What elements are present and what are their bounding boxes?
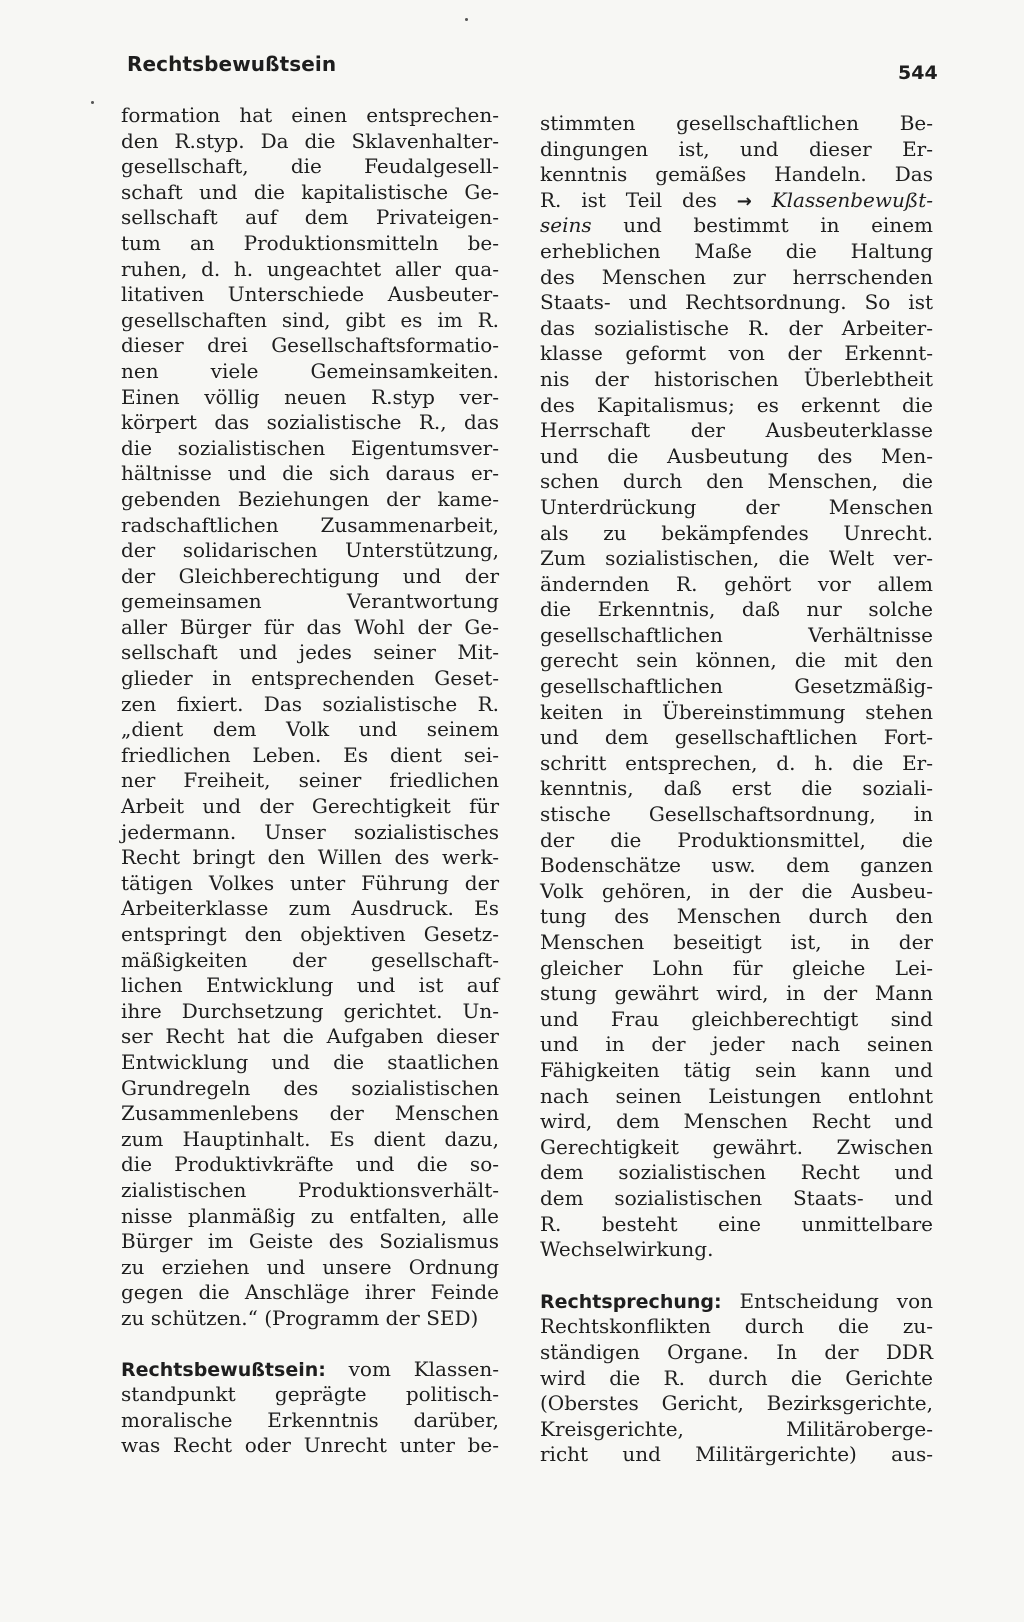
text-line: ner Freiheit, seiner friedlichen (121, 768, 499, 793)
text-line: tung des Menschen durch den (540, 904, 933, 929)
text-line: als zu bekämpfendes Unrecht. (540, 520, 933, 545)
text-line: Arbeiterklasse zum Ausdruck. Es (121, 896, 499, 921)
text-line: Herrschaft der Ausbeuterklasse (540, 418, 933, 443)
text-line: der die Produktionsmittel, die (540, 827, 933, 852)
text-line: dingungen ist, und dieser Er- (540, 136, 933, 161)
text-line: kenntnis gemäßes Handeln. Das (540, 162, 933, 187)
text-line: das sozialistische R. der Arbeiter- (540, 315, 933, 340)
text-line: dem sozialistischen Recht und (540, 1160, 933, 1185)
text-line: gesellschaftlichen Gesetzmäßig- (540, 674, 933, 699)
text-line: erheblichen Maße die Haltung (540, 238, 933, 263)
text-line: und dem gesellschaftlichen Fort- (540, 725, 933, 750)
text-line: den R.styp. Da die Sklavenhalter- (121, 128, 499, 153)
text-line: zum Hauptinhalt. Es dient dazu, (121, 1126, 499, 1151)
text-line: Menschen beseitigt ist, in der (540, 930, 933, 954)
text-line: Unterdrückung der Menschen (540, 494, 933, 519)
text-line: ständigen Organe. In der DDR (540, 1339, 933, 1364)
text-line: formation hat einen entsprechen- (121, 103, 499, 127)
text-line: ruhen, d. h. ungeachtet aller qua- (121, 256, 499, 281)
text-line: wird, dem Menschen Recht und (540, 1109, 933, 1134)
text-line: was Recht oder Unrecht unter be- (121, 1433, 499, 1458)
text-line: lichen Entwicklung und ist auf (121, 973, 499, 998)
text-line: gesellschaften sind, gibt es im R. (121, 307, 499, 332)
text-line: Zum sozialistischen, die Welt ver- (540, 546, 933, 571)
text-fragment: und bestimmt in einem (591, 213, 933, 238)
text-line: schritt entsprechen, d. h. die Er- (540, 750, 933, 775)
text-line: und Frau gleichberechtigt sind (540, 1006, 933, 1031)
text-line: gegen die Anschläge ihrer Feinde (121, 1280, 499, 1305)
print-speck (91, 101, 94, 104)
text-line: R. besteht eine unmittelbare (540, 1211, 933, 1236)
entry-definition-start: vom Klassen- (325, 1356, 499, 1381)
text-line: Volk gehören, in der die Ausbeu- (540, 878, 933, 903)
text-line: die Erkenntnis, daß nur solche (540, 597, 933, 622)
text-line: ser Recht hat die Aufgaben dieser (121, 1024, 499, 1049)
print-speck (465, 18, 468, 21)
entry-continuation-paragraph (540, 111, 933, 1263)
text-line: kenntnis, daß erst die soziali- (540, 776, 933, 801)
text-line: Wechselwirkung. (540, 1237, 714, 1262)
text-line: nach seinen Leistungen entlohnt (540, 1083, 933, 1108)
text-line: schen durch den Menschen, die (540, 469, 933, 494)
text-line: zen fixiert. Das sozialistische R. (121, 691, 499, 716)
text-line: Kreisgerichte, Militärobergе- (540, 1416, 933, 1441)
text-line: Gerechtigkeit gewährt. Zwischen (540, 1134, 933, 1159)
text-line: (Oberstes Gericht, Bezirksgerichte, (540, 1391, 933, 1416)
text-line: zu erziehen und unsere Ordnung (121, 1254, 499, 1279)
text-line: der Gleichberechtigung und der (121, 563, 499, 588)
text-line: dem sozialistischen Staats- und (540, 1185, 933, 1210)
cross-reference-link[interactable]: Klassenbewußt- (751, 187, 933, 212)
text-line: Rechtskonflikten durch die zu- (540, 1314, 933, 1339)
page-number: 544 (898, 62, 938, 84)
entry-continuation-paragraph (121, 103, 499, 1332)
text-line: Staats- und Rechtsordnung. So ist (540, 290, 933, 315)
text-line: gesellschaft, die Feudalgesell- (121, 154, 499, 179)
text-line: wird die R. durch die Gerichte (540, 1365, 933, 1390)
text-line: gerecht sein können, die mit den (540, 648, 933, 673)
text-line: Zusammenlebens der Menschen (121, 1101, 499, 1126)
text-line: keiten in Übereinstimmung stehen (540, 699, 933, 724)
text-line: nisse planmäßig zu entfalten, alle (121, 1203, 499, 1228)
text-line: klasse geformt von der Erkennt- (540, 341, 933, 366)
text-line: litativen Unterschiede Ausbeuter- (121, 282, 499, 307)
text-line: Recht bringt den Willen des werk- (121, 845, 499, 870)
text-line: die Produktivkräfte und die so- (121, 1152, 499, 1177)
text-line: glieder in entsprechenden Geset- (121, 666, 499, 691)
cross-reference-arrow-icon: → (736, 190, 752, 212)
text-line: moralische Erkenntnis darüber, (121, 1407, 499, 1432)
entry-headword: Rechtsprechung: (540, 1290, 722, 1313)
text-line: ändernden R. gehört vor allem (540, 571, 933, 596)
text-line: stische Gesellschaftsordnung, in (540, 802, 933, 827)
text-line: und die Ausbeutung des Men- (540, 443, 933, 468)
left-column (121, 103, 499, 1459)
text-line: gleicher Lohn für gleiche Lei- (540, 955, 933, 980)
text-line: stimmten gesellschaftlichen Be- (540, 111, 933, 135)
text-line: Bürger im Geiste des Sozialismus (121, 1229, 499, 1254)
text-line: Fähigkeiten tätig sein kann und (540, 1057, 933, 1082)
text-line: entspringt den objektiven Gesetz- (121, 922, 499, 946)
text-line: ihre Durchsetzung gerichtet. Un- (121, 998, 499, 1023)
text-line: schaft und die kapitalistische Ge- (121, 179, 499, 204)
text-line: richt und Militärgerichte) aus- (540, 1442, 933, 1467)
text-line: stung gewährt wird, in der Mann (540, 981, 933, 1006)
text-line: gebenden Beziehungen der kame- (121, 486, 499, 511)
text-line: gesellschaftlichen Verhältnisse (540, 622, 933, 647)
text-line: sellschaft und jedes seiner Mit- (121, 640, 499, 665)
text-line: Arbeit und der Gerechtigkeit für (121, 794, 499, 819)
cross-reference-link[interactable]: seins (540, 213, 592, 238)
text-line: aller Bürger für das Wohl der Ge- (121, 614, 499, 639)
text-line: des Menschen zur herrschenden (540, 264, 933, 289)
text-line: zialistischen Produktionsverhält- (121, 1177, 499, 1202)
text-fragment: R. ist Teil des (540, 187, 737, 212)
text-line: zu schützen.“ (Programm der SED) (121, 1305, 479, 1330)
dictionary-entry-rechtsprechung (540, 1289, 933, 1468)
text-line: „dient dem Volk und seinem (121, 717, 499, 742)
text-line: Grundregeln des sozialistischen (121, 1075, 499, 1100)
text-line: gemeinsamen Verantwortung (121, 589, 499, 614)
text-line: der solidarischen Unterstützung, (121, 538, 499, 563)
text-line: tätigen Volkes unter Führung der (121, 870, 499, 895)
text-line: standpunkt geprägte politisch- (121, 1382, 499, 1407)
text-line: radschaftlichen Zusammenarbeit, (121, 512, 499, 537)
dictionary-entry-rechtsbewusstsein (121, 1357, 499, 1459)
text-line: körpert das sozialistische R., das (121, 410, 499, 435)
text-line: die sozialistischen Eigentumsver- (121, 435, 499, 460)
text-line: friedlichen Leben. Es dient sei- (121, 742, 499, 767)
text-line: sellschaft auf dem Privateigen- (121, 205, 499, 230)
entry-headword: Rechtsbewußtsein: (121, 1358, 326, 1381)
text-line: Entwicklung und die staatlichen (121, 1049, 499, 1074)
text-line: jedermann. Unser sozialistisches (121, 819, 499, 844)
right-column (540, 111, 933, 1468)
entry-definition-start: Entscheidung von (721, 1288, 933, 1313)
text-line: und in der jeder nach seinen (540, 1032, 933, 1057)
text-line: tum an Produktionsmitteln be- (121, 230, 499, 255)
text-line: mäßigkeiten der gesellschaft- (121, 947, 499, 972)
text-line: hältnisse und die sich daraus er- (121, 461, 499, 486)
text-line: nen viele Gemeinsamkeiten. (121, 358, 499, 383)
text-line: Einen völlig neuen R.styp ver- (121, 384, 499, 409)
text-line: dieser drei Gesellschaftsformatio- (121, 333, 499, 358)
text-line: Bodenschätze usw. dem ganzen (540, 853, 933, 878)
text-line: des Kapitalismus; es erkennt die (540, 392, 933, 417)
text-line: nis der historischen Überlebtheit (540, 366, 933, 391)
running-head: Rechtsbewußtsein (127, 52, 337, 76)
